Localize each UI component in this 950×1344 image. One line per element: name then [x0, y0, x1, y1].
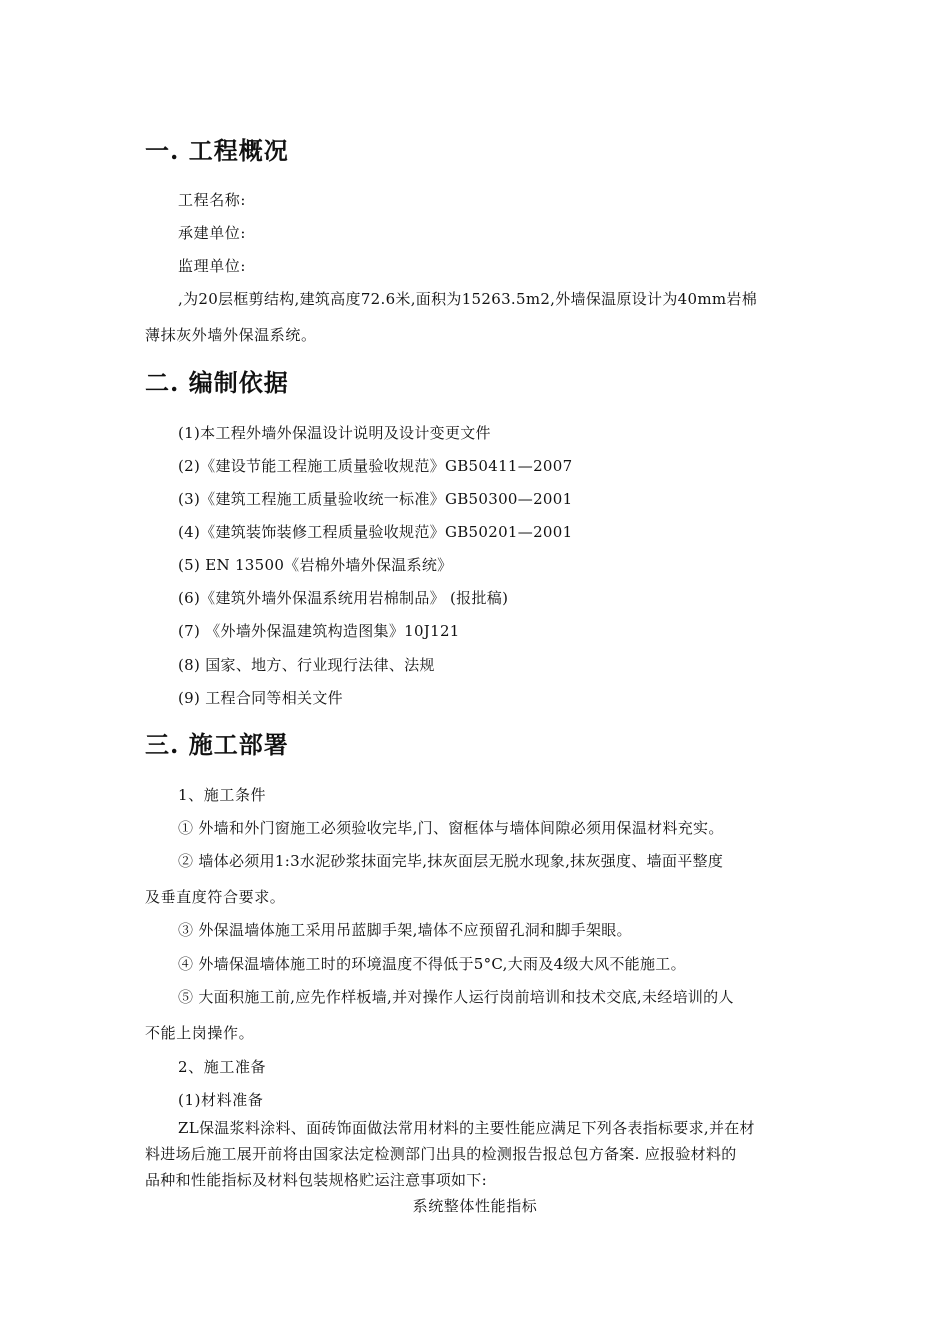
material-paragraph-line-3: 品种和性能指标及材料包装规格贮运注意事项如下: — [145, 1171, 487, 1189]
condition-4: ④ 外墙保温墙体施工时的环境温度不得低于5°C,大雨及4级大风不能施工。 — [178, 955, 686, 973]
basis-item-2: (2)《建设节能工程施工质量验收规范》GB50411—2007 — [178, 457, 573, 475]
supervisor-label: 监理单位: — [178, 257, 247, 275]
project-description-line-1: ,为20层框剪结构,建筑高度72.6米,面积为15263.5m2,外墙保温原设计为40mm岩棉 — [178, 290, 757, 308]
section-1-heading: 一. 工程概况 — [145, 136, 289, 165]
basis-item-1: (1)本工程外墙外保温设计说明及设计变更文件 — [178, 424, 491, 442]
condition-5-line-1: ⑤ 大面积施工前,应先作样板墙,并对操作人运行岗前培训和技术交底,未经培训的人 — [178, 988, 734, 1006]
project-description-line-2: 薄抹灰外墙外保温系统。 — [145, 326, 317, 344]
material-paragraph-line-1: ZL保温浆料涂料、面砖饰面做法常用材料的主要性能应满足下列各表指标要求,并在材 — [178, 1119, 755, 1137]
project-name-label: 工程名称: — [178, 191, 247, 209]
table-title: 系统整体性能指标 — [412, 1197, 538, 1215]
condition-3: ③ 外保温墙体施工采用吊蓝脚手架,墙体不应预留孔洞和脚手架眼。 — [178, 921, 632, 939]
subsection-construction-conditions: 1、施工条件 — [178, 786, 267, 804]
subsection-material-preparation: (1)材料准备 — [178, 1091, 264, 1109]
condition-2-line-2: 及垂直度符合要求。 — [145, 888, 286, 906]
basis-item-9: (9) 工程合同等相关文件 — [178, 689, 343, 707]
basis-item-6: (6)《建筑外墙外保温系统用岩棉制品》 (报批稿) — [178, 589, 509, 607]
basis-item-7: (7) 《外墙外保温建筑构造图集》10J121 — [178, 622, 460, 640]
condition-1: ① 外墙和外门窗施工必须验收完毕,门、窗框体与墙体间隙必须用保温材料充实。 — [178, 819, 724, 837]
subsection-construction-preparation: 2、施工准备 — [178, 1058, 267, 1076]
condition-5-line-2: 不能上岗操作。 — [145, 1024, 255, 1042]
material-paragraph-line-2: 料进场后施工展开前将由国家法定检测部门出具的检测报告报总包方备案. 应报验材料的 — [145, 1145, 737, 1163]
basis-item-3: (3)《建筑工程施工质量验收统一标准》GB50300—2001 — [178, 490, 573, 508]
section-2-heading: 二. 编制依据 — [145, 368, 289, 397]
condition-2-line-1: ② 墙体必须用1:3水泥砂浆抹面完毕,抹灰面层无脱水现象,抹灰强度、墙面平整度 — [178, 852, 724, 870]
contractor-label: 承建单位: — [178, 224, 247, 242]
basis-item-5: (5) EN 13500《岩棉外墙外保温系统》 — [178, 556, 453, 574]
basis-item-4: (4)《建筑装饰装修工程质量验收规范》GB50201—2001 — [178, 523, 573, 541]
section-3-heading: 三. 施工部署 — [145, 730, 289, 759]
basis-item-8: (8) 国家、地方、行业现行法律、法规 — [178, 656, 435, 674]
